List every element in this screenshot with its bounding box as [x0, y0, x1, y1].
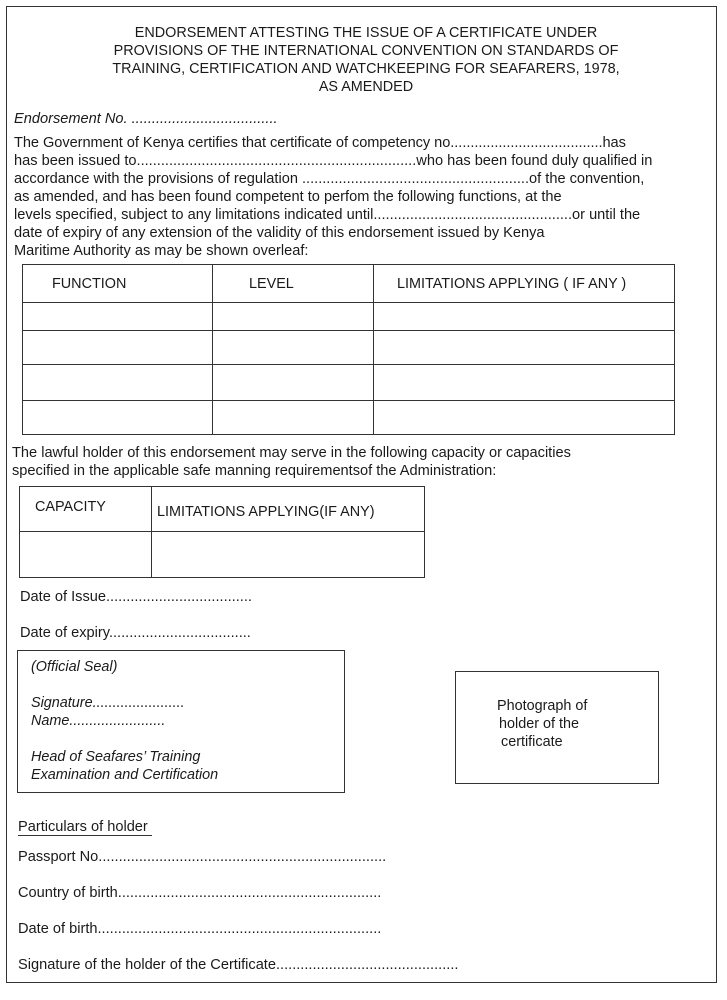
- head-title-line-1: Head of Seafares’ Training: [31, 749, 201, 765]
- statement-line-6: date of expiry of any extension of the validity of this endorsement issued by Kenya: [14, 225, 545, 241]
- capacity-table-header: [20, 487, 425, 532]
- date-of-issue-field[interactable]: Date of Issue....................................: [20, 589, 252, 605]
- statement-line-5: levels specified, subject to any limitations indicated until.................................................or until the: [14, 207, 641, 223]
- photograph-box[interactable]: [455, 671, 659, 784]
- header-limitations: LIMITATIONS APPLYING ( IF ANY ): [374, 265, 675, 303]
- table-row: [23, 303, 675, 331]
- statement-line-4: as amended, and has been found competent to perfom the following functions, at the: [14, 189, 562, 205]
- limitations-cell[interactable]: [374, 331, 675, 365]
- holder-signature-field[interactable]: Signature of the holder of the Certificate.............................................: [18, 957, 459, 973]
- table-row: [20, 532, 425, 578]
- country-of-birth-field[interactable]: Country of birth.................................................................: [18, 885, 382, 901]
- header-capacity: CAPACITY: [20, 487, 152, 532]
- function-cell[interactable]: [23, 331, 213, 365]
- statement-line-1: The Government of Kenya certifies that certificate of competency no......................................has: [14, 135, 626, 151]
- function-cell[interactable]: [23, 401, 213, 435]
- capacity-cell[interactable]: [20, 532, 152, 578]
- photo-label-line-3: certificate: [501, 734, 563, 750]
- functions-table-header: [23, 265, 675, 303]
- signature-field[interactable]: Signature.......................: [31, 695, 185, 711]
- limitations-cell[interactable]: [374, 365, 675, 401]
- capacity-table: [19, 486, 425, 578]
- function-cell[interactable]: [23, 303, 213, 331]
- title-line-2: PROVISIONS OF THE INTERNATIONAL CONVENTION ON STANDARDS OF: [113, 43, 619, 59]
- table-row: [23, 331, 675, 365]
- photo-label-line-2: holder of the: [499, 716, 580, 732]
- functions-table: [22, 264, 675, 435]
- particulars-heading: Particulars of holder: [18, 819, 152, 835]
- date-of-birth-field[interactable]: Date of birth......................................................................: [18, 921, 382, 937]
- level-cell[interactable]: [213, 401, 374, 435]
- head-title-line-2: Examination and Certification: [31, 767, 219, 783]
- photo-label-line-1: Photograph of: [497, 698, 588, 714]
- document-title: [60, 24, 672, 96]
- title-line-1: ENDORSEMENT ATTESTING THE ISSUE OF A CERTIFICATE UNDER: [134, 25, 598, 41]
- header-capacity-limitations: LIMITATIONS APPLYING(IF ANY): [152, 487, 425, 532]
- limitations-cell[interactable]: [374, 303, 675, 331]
- limitations-cell[interactable]: [374, 401, 675, 435]
- endorsement-number-field[interactable]: Endorsement No. ....................................: [14, 111, 278, 127]
- table-row: [23, 365, 675, 401]
- date-of-expiry-field[interactable]: Date of expiry...................................: [20, 625, 251, 641]
- level-cell[interactable]: [213, 331, 374, 365]
- official-seal-box: [17, 650, 345, 793]
- capacity-text-line-1: The lawful holder of this endorsement may serve in the following capacity or capacities: [12, 445, 571, 461]
- level-cell[interactable]: [213, 365, 374, 401]
- title-line-4: AS AMENDED: [318, 79, 414, 95]
- name-field[interactable]: Name........................: [31, 713, 166, 729]
- title-line-3: TRAINING, CERTIFICATION AND WATCHKEEPING FOR SEAFARERS, 1978,: [112, 61, 620, 77]
- table-row: [23, 401, 675, 435]
- level-cell[interactable]: [213, 303, 374, 331]
- capacity-text-line-2: specified in the applicable safe manning requirementsof the Administration:: [12, 463, 497, 479]
- statement-line-7: Maritime Authority as may be shown overleaf:: [14, 243, 309, 259]
- function-cell[interactable]: [23, 365, 213, 401]
- official-seal-label: (Official Seal): [31, 659, 118, 675]
- statement-line-3: accordance with the provisions of regulation ........................................................of the convention,: [14, 171, 645, 187]
- header-function: FUNCTION: [23, 265, 213, 303]
- header-level: LEVEL: [213, 265, 374, 303]
- passport-number-field[interactable]: Passport No.......................................................................: [18, 849, 387, 865]
- statement-line-2: has been issued to.....................................................................who has been found duly qualified in: [14, 153, 653, 169]
- capacity-limitations-cell[interactable]: [152, 532, 425, 578]
